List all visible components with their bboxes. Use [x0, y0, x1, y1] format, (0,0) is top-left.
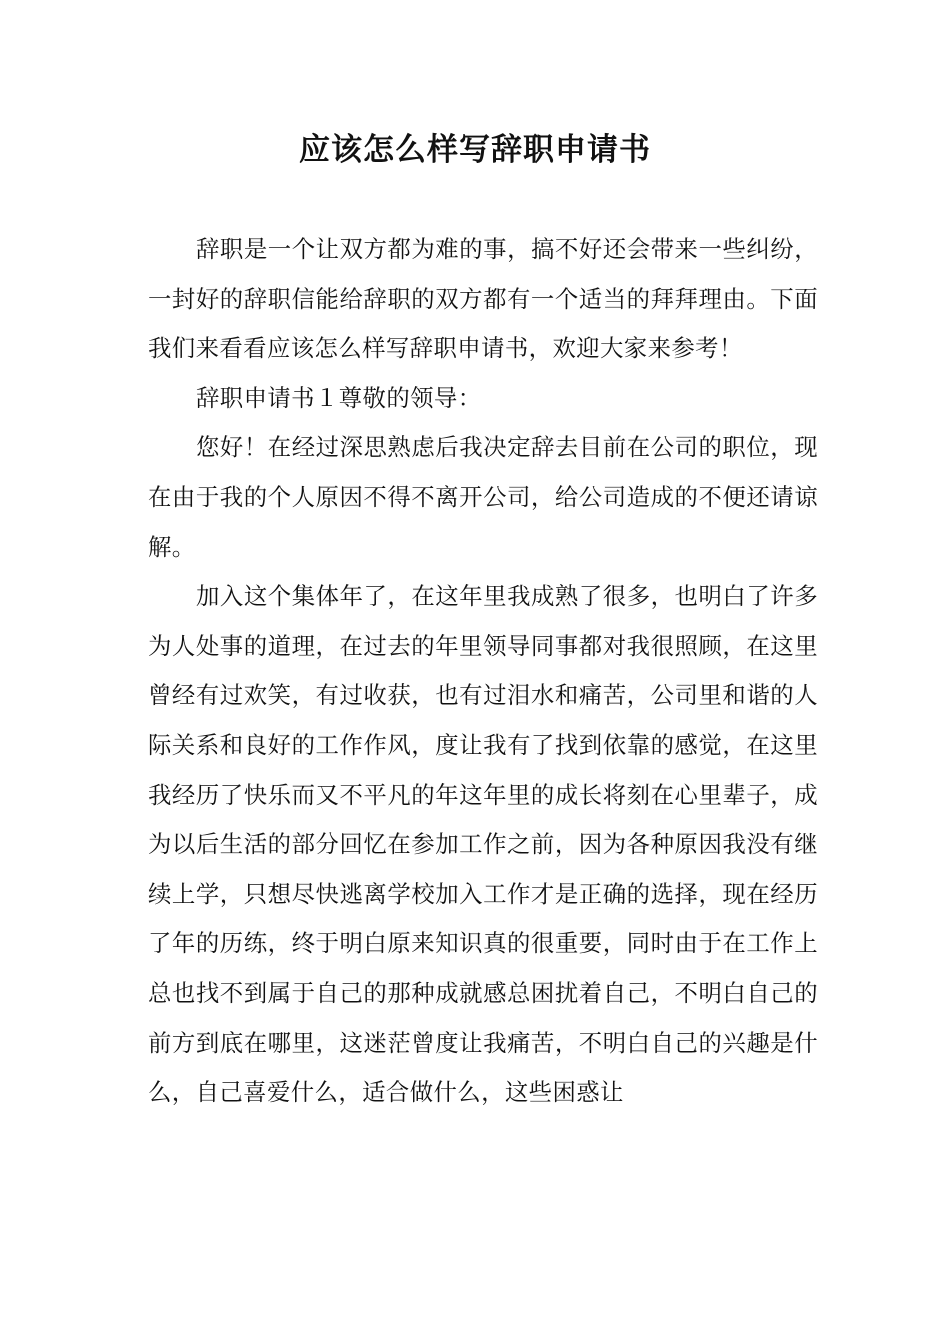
- paragraph-salutation: 辞职申请书１尊敬的领导：: [196, 383, 482, 412]
- paragraph-main: 加入这个集体年了，在这年里我成熟了很多，也明白了许多为人处事的道理，在过去的年里领导同事都对我很照顾，在这里曾经有过欢笑，有过收获，也有过泪水和痛苦，公司里和谐的人际关系和良好的工作作风，度让我有了找到依靠的感觉，在这里我经历了快乐而又不平凡的年这年里的成长将刻在心里辈子，成为以后生活的部分回忆在参加工作之前，因为各种原因我没有继续上学，只想尽快逃离学校加入工作才是正确的选择，现在经历了年的历练，终于明白原来知识真的很重要，同时由于在工作上总也找不到属于自己的那种成就感总困扰着自己，不明白自己的前方到底在哪里，这迷茫曾度让我痛苦，不明白自己的兴趣是什么，自己喜爱什么，适合做什么，这些困惑让: [148, 582, 818, 1107]
- document-title: 应该怎么样写辞职申请书: [299, 132, 651, 168]
- paragraph-intro: 辞职是一个让双方都为难的事，搞不好还会带来一些纠纷，一封好的辞职信能给辞职的双方都有一个适当的拜拜理由。下面我们来看看应该怎么样写辞职申请书，欢迎大家来参考！: [148, 235, 818, 363]
- document-body: [148, 225, 818, 1118]
- paragraph-greeting: 您好！在经过深思熟虑后我决定辞去目前在公司的职位，现在由于我的个人原因不得不离开公司，给公司造成的不便还请谅解。: [148, 433, 818, 561]
